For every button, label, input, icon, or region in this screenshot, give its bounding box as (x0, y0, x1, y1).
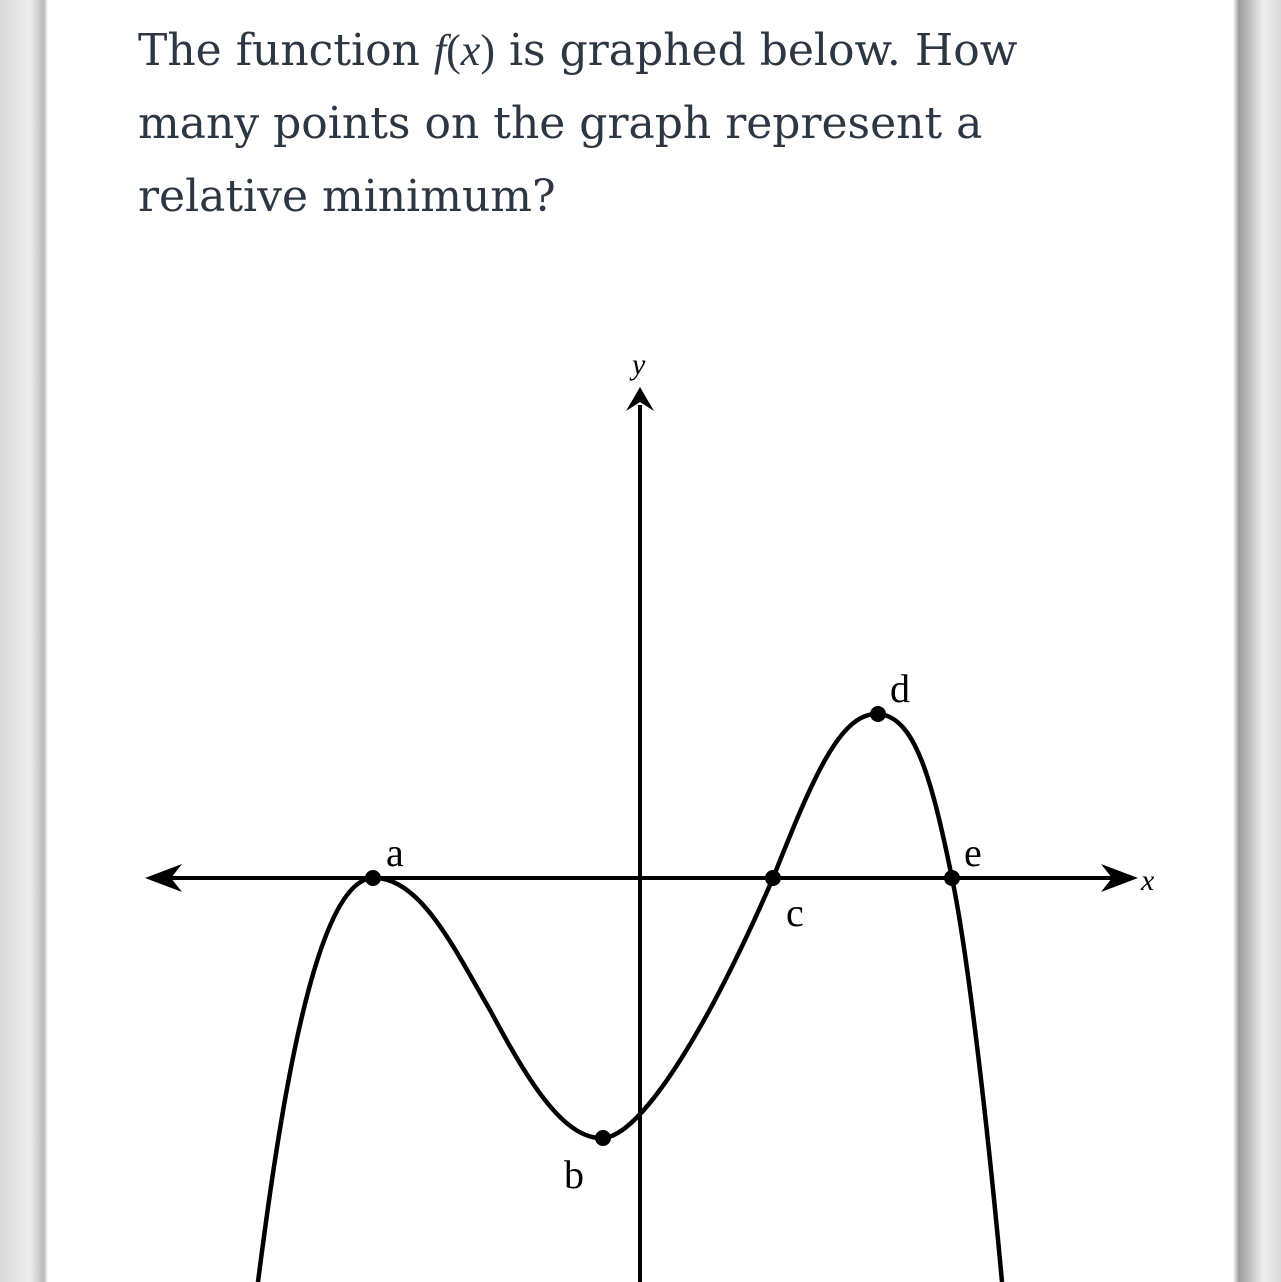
point-a-marker (365, 870, 381, 886)
function-curve (258, 714, 1002, 1282)
point-a-label: a (386, 830, 404, 875)
y-axis-label: y (632, 348, 646, 381)
function-name: f (433, 26, 447, 75)
function-variable: x (460, 26, 481, 75)
point-e-label: e (964, 830, 982, 875)
point-d-label: d (890, 666, 910, 711)
open-paren: ( (446, 26, 461, 75)
close-paren: ) (480, 26, 495, 75)
question-prefix: The function (138, 25, 434, 76)
point-c-marker (765, 870, 781, 886)
point-b-label: b (564, 1152, 584, 1197)
x-axis-label: x (1141, 864, 1155, 897)
point-c-label: c (786, 890, 804, 935)
question-suffix: is graphed below. How many points on the graph represent a relative minimum? (138, 25, 1018, 222)
point-d-marker (870, 706, 886, 722)
point-b-marker (595, 1130, 611, 1146)
point-e-marker (944, 870, 960, 886)
